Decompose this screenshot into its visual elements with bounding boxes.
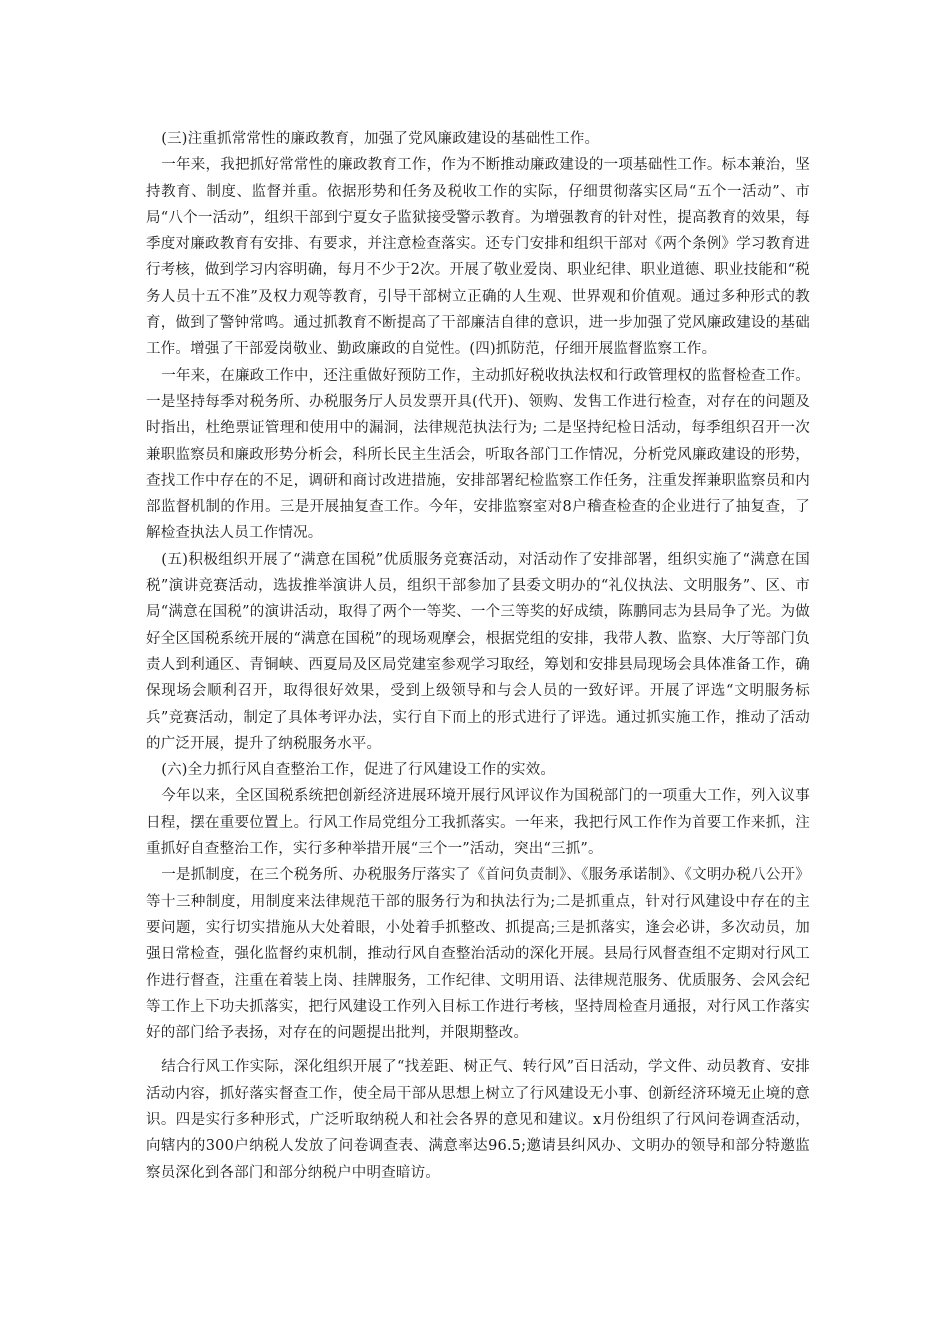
document-body: [146, 126, 810, 1186]
section-paragraph-5: (五)积极组织开展了“满意在国税”优质服务竞赛活动，对活动作了安排部署，组织实施了“满意在国税”演讲竞赛活动，选拔推举演讲人员，组织干部参加了县委文明办的“礼仪执法、文明服务”、区、市局“满意在国税”的演讲活动，取得了两个一等奖、一个三等奖的好成绩，陈鹏同志为县局争了光。为做好全区国税系统开展的“满意在国税”的现场观摩会，根据党组的安排，我带人教、监察、大厅等部门负责人到利通区、青铜峡、西夏局及区局党建室参观学习取经，筹划和安排县局现场会具体准备工作，确保现场会顺利召开，取得很好效果，受到上级领导和与会人员的一致好评。开展了评选“文明服务标兵”竞赛活动，制定了具体考评办法，实行自下而上的形式进行了评选。通过抓实施工作，推动了活动的广泛开展，提升了纳税服务水平。: [146, 551, 810, 752]
paragraph: 今年以来，全区国税系统把创新经济进展环境开展行风评议作为国税部门的一项重大工作，列入议事日程，摆在重要位置上。行风工作局党组分工我抓落实。一年来，我把行风工作作为首要工作来抓，注重抓好自查整治工作，实行多种举措开展“三个一”活动，突出“三抓”。: [146, 788, 810, 858]
section-heading-6: (六)全力抓行风自查整治工作，促进了行风建设工作的实效。: [161, 762, 556, 779]
paragraph: 结合行风工作实际，深化组织开展了“找差距、树正气、转行风”百日活动，学文件、动员教育、安排活动内容，抓好落实督查工作，使全局干部从思想上树立了行风建设无小事、创新经济环境无止境的意识。四是实行多种形式，广泛听取纳税人和社会各界的意见和建议。x月份组织了行风问卷调查活动，向辖内的300户纳税人发放了问卷调查表、满意率达96.5;邀请县纠风办、文明办的领导和部分特邀监察员深化到各部门和部分纳税户中明查暗访。: [146, 1059, 810, 1181]
paragraph: 一是抓制度，在三个税务所、办税服务厅落实了《首问负责制》、《服务承诺制》、《文明办税八公开》等十三种制度，用制度来法律规范干部的服务行为和执法行为;二是抓重点，针对行风建设中存在的主要问题，实行切实措施从大处着眼，小处着手抓整改、抓提高;三是抓落实，逢会必讲，多次动员，加强日常检查，强化监督约束机制，推动行风自查整治活动的深化开展。县局行风督查组不定期对行风工作进行督查，注重在着装上岗、挂牌服务，工作纪律、文明用语、法律规范服务、优质服务、会风会纪等工作上下功夫抓落实，把行风建设工作列入目标工作进行考核，坚持周检查月通报，对行风工作落实好的部门给予表扬，对存在的问题提出批判，并限期整改。: [146, 867, 810, 1042]
paragraph: 一年来，我把抓好常常性的廉政教育工作，作为不断推动廉政建设的一项基础性工作。标本兼治，坚持教育、制度、监督并重。依据形势和任务及税收工作的实际，仔细贯彻落实区局“五个一活动”、市局“八个一活动”，组织干部到宁夏女子监狱接受警示教育。为增强教育的针对性，提高教育的效果，每季度对廉政教育有安排、有要求，并注意检查落实。还专门安排和组织干部对《两个条例》学习教育进行考核，做到学习内容明确，每月不少于2次。开展了敬业爱岗、职业纪律、职业道德、职业技能和“税务人员十五不准”及权力观等教育，引导干部树立正确的人生观、世界观和价值观。通过多种形式的教育，做到了警钟常鸣。通过抓教育不断提高了干部廉洁自律的意识，进一步加强了党风廉政建设的基础工作。增强了干部爱岗敬业、勤政廉政的自觉性。(四)抓防范，仔细开展监督监察工作。: [146, 157, 810, 358]
paragraph: 一年来，在廉政工作中，还注重做好预防工作，主动抓好税收执法权和行政管理权的监督检查工作。 一是坚持每季对税务所、办税服务厅人员发票开具(代开)、领购、发售工作进行检查，对存在的问题及时指出，杜绝票证管理和使用中的漏洞，法律规范执法行为; 二是坚持纪检日活动，每季组织召开一次兼职监察员和廉政形势分析会，科所长民主生活会，听取各部门工作情况，分析党风廉政建设的形势，查找工作中存在的不足，调研和商讨改进措施，安排部署纪检监察工作任务，注重发挥兼职监察员和内部监督机制的作用。三是开展抽复查工作。今年，安排监察室对8户稽查检查的企业进行了抽复查，了解检查执法人员工作情况。: [146, 367, 810, 542]
section-heading-3: (三)注重抓常常性的廉政教育，加强了党风廉政建设的基础性工作。: [161, 131, 600, 147]
